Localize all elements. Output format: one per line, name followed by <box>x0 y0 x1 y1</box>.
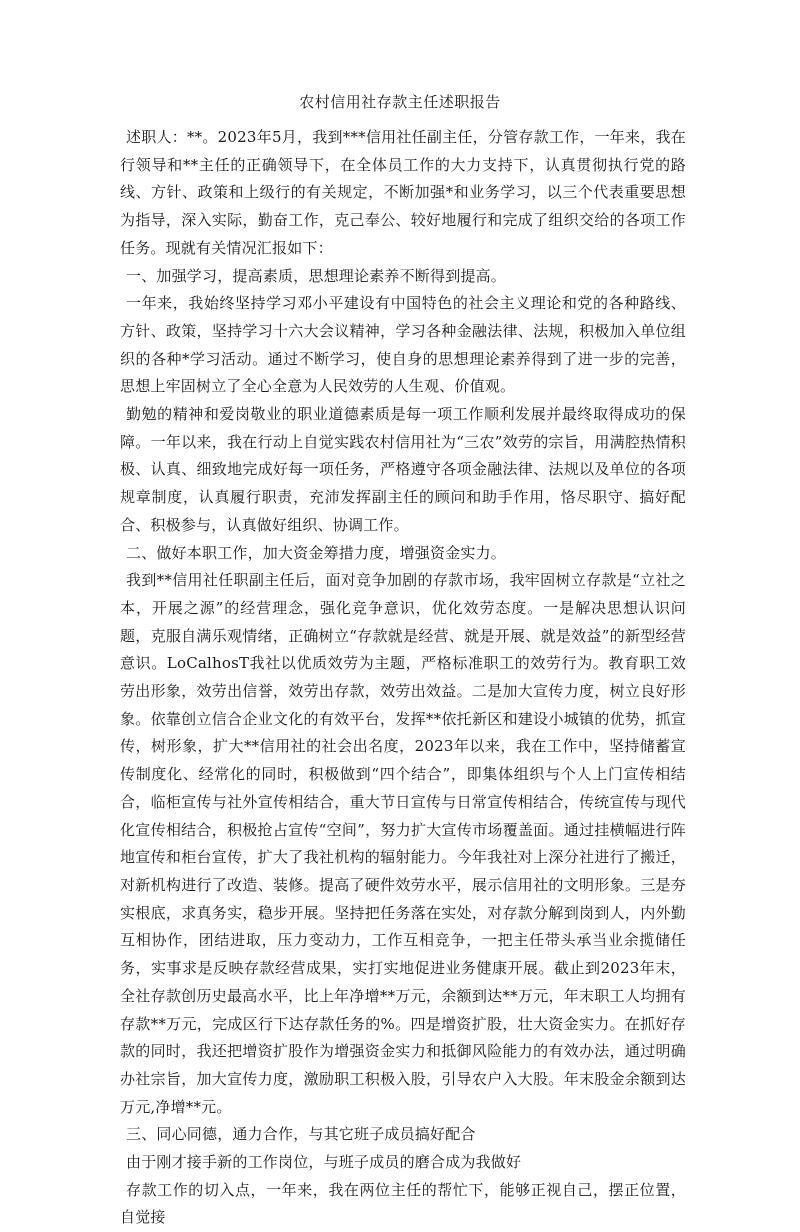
section-heading-1: 一、加强学习，提高素质，思想理论素养不断得到提高。 <box>126 266 507 285</box>
section-heading-2: 二、做好本职工作，加大资金筹措力度，增强资金实力。 <box>126 543 507 562</box>
section-heading-3: 三、同心同德，通力合作，与其它班子成员搞好配合 <box>126 1125 476 1144</box>
paragraph-deposits: 我到**信用社任职副主任后，面对竞争加剧的存款市场，我牢固树立存款是“立社之本，开展之源”的经营理念，强化竞争意识，优化效劳态度。一是解决思想认识问题，克服自满乐观情绪，正确树立“存款就是经营、就是开展、就是效益”的新型经营意识。LoCalhosT我社以优质效劳为主题，严格标准职工的效劳行为。教育职工效劳出形象，效劳出信誉，效劳出存款，效劳出效益。二是加大宣传力度，树立良好形象。依靠创立信合企业文化的有效平台，发挥**依托新区和建设小城镇的优势，抓宣传，树形象，扩大**信用社的社会出名度，2023年以来，我在工作中，坚持储蓄宣传制度化、经常化的同时，积极做到“四个结合”，即集体组织与个人上门宣传相结合，临柜宣传与社外宣传相结合，重大节日宣传与日常宣传相结合，传统宣传与现代化宣传相结合，积极抢占宣传“空间”，努力扩大宣传市场覆盖面。通过挂横幅进行阵地宣传和柜台宣传，扩大了我社机构的辐射能力。今年我社对上深分社进行了搬迁，对新机构进行了改造、装修。提高了硬件效劳水平，展示信用社的文明形象。三是夯实根底，求真务实，稳步开展。坚持把任务落在实处，对存款分解到岗到人，内外勤互相协作，团结进取，压力变动力，工作互相竞争，一把主任带头承当业余揽储任务，实事求是反映存款经营成果，实打实地促进业务健康开展。截止到2023年末，全社存款创历史最高水平，比上年净增**万元，余额到达**万元，年末职工人均拥有存款**万元，完成区行下达存款任务的%。四是增资扩股，壮大资金实力。在抓好存款的同时，我还把增资扩股作为增强资金实力和抵御风险能力的有效办法，通过明确办社宗旨，加大宣传力度，激励职工积极入股，引导农户入大股。年末股金余额到达万元,净增**元。 <box>120 571 686 1116</box>
paragraph-study: 一年来，我始终坚持学习邓小平建设有中国特色的社会主义理论和党的各种路线、方针、政策，坚持学习十六大会议精神，学习各种金融法律、法规，积极加入单位组织的各种*学习活动。通过不断学习，使自身的思想理论素养得到了进一步的完善，思想上牢固树立了全心全意为人民效劳的人生观、价值观。 <box>120 294 686 396</box>
document-body <box>120 124 686 1232</box>
paragraph-intro: 述职人：**。2023年5月，我到***信用社任副主任，分管存款工作，一年来，我在行领导和**主任的正确领导下，在全体员工作的大力支持下，认真贯彻执行党的路线、方针、政策和上级行的有关规定，不断加强*和业务学习，以三个代表重要思想为指导，深入实际，勤奋工作，克己奉公、较好地履行和完成了组织交给的各项工作任务。现就有关情况汇报如下： <box>120 128 686 257</box>
paragraph-diligence: 勤勉的精神和爱岗敬业的职业道德素质是每一项工作顺利发展并最终取得成功的保障。一年以来，我在行动上自觉实践农村信用社为“三农”效劳的宗旨，用满腔热情积极、认真、细致地完成好每一项任务，严格遵守各项金融法律、法规以及单位的各项规章制度，认真履行职责，充沛发挥副主任的顾问和助手作用，恪尽职守、搞好配合、积极参与，认真做好组织、协调工作。 <box>120 405 686 534</box>
paragraph-continued: 存款工作的切入点，一年来，我在两位主任的帮忙下，能够正视自己，摆正位置，自觉接 <box>120 1180 686 1227</box>
paragraph-cooperation: 由于刚才接手新的工作岗位，与班子成员的磨合成为我做好 <box>126 1153 522 1172</box>
document-title: 农村信用社存款主任述职报告 <box>299 93 501 111</box>
